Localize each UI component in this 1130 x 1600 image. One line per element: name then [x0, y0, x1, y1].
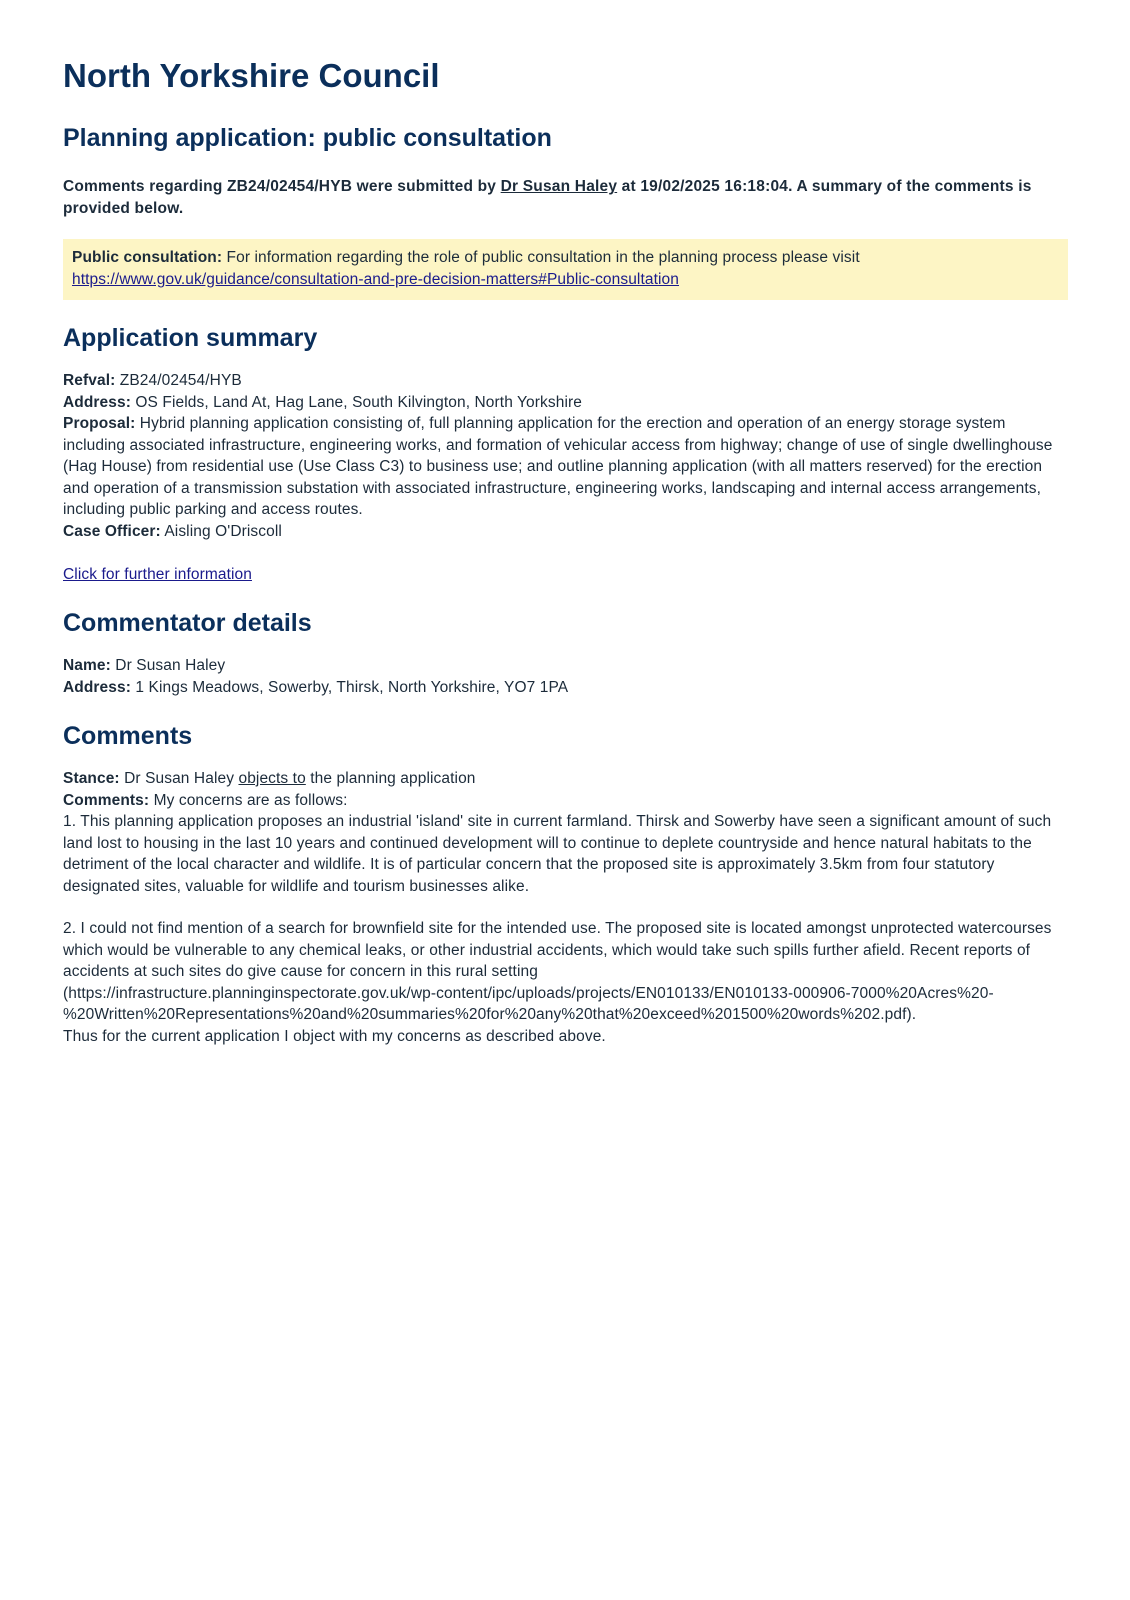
comments-intro-row	[63, 790, 1068, 812]
intro-summary	[63, 176, 1068, 220]
notice-label: Public consultation:	[72, 249, 223, 266]
commentator-address-value: 1 Kings Meadows, Sowerby, Thirsk, North Yorkshire, YO7 1PA	[130, 678, 569, 696]
stance-pre: Dr Susan Haley	[119, 770, 239, 787]
comment-closing: Thus for the current application I object with my concerns as described above.	[63, 1027, 606, 1045]
stance-label: Stance:	[63, 770, 120, 787]
case-officer-row	[63, 521, 1068, 543]
page-subtitle: Planning application: public consultation	[63, 124, 552, 152]
application-summary	[63, 370, 1068, 585]
commentator-address-label: Address:	[63, 678, 131, 696]
refval-label: Refval:	[63, 372, 116, 389]
comments-heading: Comments	[63, 722, 193, 750]
comment-reference-url-2: %20Written%20Representations%20and%20summaries%20for%20any%20that%20exceed%201500%20words%202.pdf).	[63, 1006, 917, 1023]
commenter-link[interactable]: Dr Susan Haley	[500, 178, 618, 195]
comments-intro: My concerns are as follows:	[149, 791, 348, 809]
document-page	[63, 52, 1068, 1047]
case-officer-value: Aisling O'Driscoll	[160, 522, 282, 540]
stance-row	[63, 768, 1068, 790]
notice-text: For information regarding the role of public consultation in the planning process please visit	[222, 249, 860, 266]
refval-value: ZB24/02454/HYB	[115, 372, 242, 389]
commentator-name-row	[63, 655, 1068, 677]
intro-pre: Comments regarding ZB24/02454/HYB were submitted by	[63, 178, 501, 195]
proposal-row	[63, 413, 1068, 521]
commentator-details-heading: Commentator details	[63, 609, 312, 637]
consultation-guidance-link[interactable]: https://www.gov.uk/guidance/consultation-and-pre-decision-matters#Public-consultation	[72, 270, 679, 288]
case-officer-label: Case Officer:	[63, 522, 161, 540]
site-address-row	[63, 392, 1068, 414]
commentator-address-row	[63, 677, 1068, 699]
stance-objects-to: objects to	[238, 770, 306, 787]
further-information-link[interactable]: Click for further information	[63, 565, 252, 583]
site-address-label: Address:	[63, 393, 131, 411]
commentator-details	[63, 655, 1068, 698]
refval-row	[63, 370, 1068, 392]
comment-paragraph-1: 1. This planning application proposes an industrial 'island' site in current farmland. Thirsk and Sowerby have seen a significant amount of such land lost to housing in the last 10 years and continued development will to continue to deplete countryside and hence natural habitats to the detriment of the local character and wildlife. It is of particular concern that the proposed site is approximately 3.5km from four statutory designated sites, valuable for wildlife and tourism businesses alike.	[63, 813, 1052, 895]
site-address-value: OS Fields, Land At, Hag Lane, South Kilvington, North Yorkshire	[130, 393, 582, 411]
public-consultation-notice	[63, 239, 1068, 300]
proposal-value: Hybrid planning application consisting of, full planning application for the erection and operation of an energy storage system including associated infrastructure, engineering works, and formation of vehicular access from highway; change of use of single dwellinghouse (Hag House) from residential use (Use Class C3) to business use; and outline planning application (with all matters reserved) for the erection and operation of a transmission substation with associated infrastructure, engineering works, landscaping and internal access arrangements, including public parking and access routes.	[63, 415, 1053, 518]
comment-reference-url-1: (https://infrastructure.planninginspectorate.gov.uk/wp-content/ipc/uploads/projects/EN010133/EN010133-000906-7000%20Acres%20-	[63, 984, 994, 1002]
intro-post: at 19/02/2025 16:18:04. A summary of the comments is provided below.	[63, 178, 1032, 217]
council-title: North Yorkshire Council	[63, 57, 440, 94]
commentator-name-label: Name:	[63, 657, 111, 674]
comment-paragraph-2: 2. I could not find mention of a search for brownfield site for the intended use. The proposed site is located amongst unprotected watercourses which would be vulnerable to any chemical leaks, or other industrial accidents, which would take such spills further afield. Recent reports of accidents at such sites do give cause for concern in this rural setting	[63, 920, 1052, 980]
comments-body	[63, 768, 1068, 1047]
application-summary-heading: Application summary	[63, 324, 318, 352]
stance-post: the planning application	[305, 770, 476, 787]
comments-label: Comments:	[63, 791, 150, 809]
proposal-label: Proposal:	[63, 415, 136, 432]
commentator-name-value: Dr Susan Haley	[110, 657, 226, 674]
